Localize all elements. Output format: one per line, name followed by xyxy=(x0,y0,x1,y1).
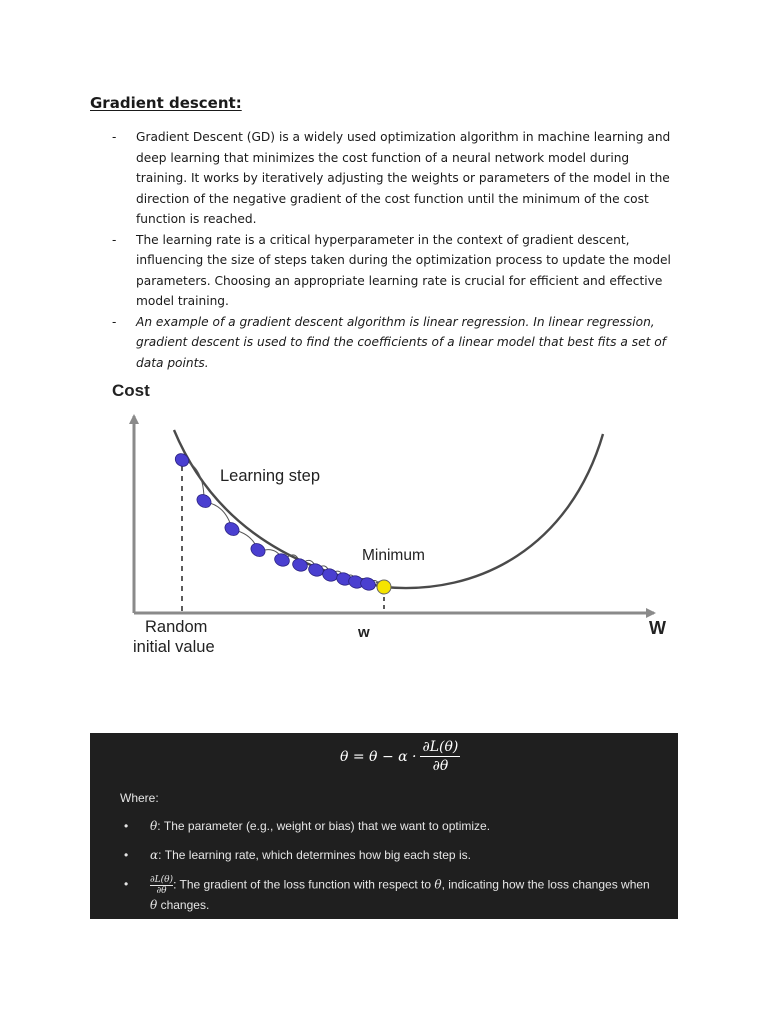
diagram-svg xyxy=(100,376,680,666)
update-formula xyxy=(340,739,460,774)
minimum-label: Minimum xyxy=(362,547,425,564)
learning-step-point xyxy=(248,541,267,559)
alpha-symbol: α xyxy=(150,848,159,862)
bullet-text xyxy=(136,127,670,230)
parameter-text: : The parameter (e.g., weight or bias) that we want to optimize. xyxy=(157,819,491,833)
parameter-desc xyxy=(150,846,471,864)
bullet-item xyxy=(112,127,672,230)
theta-symbol: θ xyxy=(150,819,158,833)
bullet-text xyxy=(136,230,671,312)
formula-lhs: θ = θ − α · xyxy=(340,748,417,765)
theta-symbol: θ xyxy=(434,877,442,892)
bullet-marker: - xyxy=(112,313,117,329)
minimum-point xyxy=(377,580,391,594)
text-line: parameters. Choosing an appropriate learning rate is crucial for efficient and effective xyxy=(136,273,663,288)
bullet-item xyxy=(112,312,672,374)
bullet-dot: • xyxy=(124,819,129,833)
text-line: function is reached. xyxy=(136,212,257,226)
cost-curve xyxy=(174,430,603,588)
text-line: deep learning that minimizes the cost function of a neural network model during xyxy=(136,150,630,165)
bullet-item xyxy=(112,230,672,312)
formula-numerator: ∂L(θ) xyxy=(422,739,459,755)
parameter-desc xyxy=(150,817,490,835)
parameter-text: , indicating how the loss changes when xyxy=(441,877,650,892)
gradient-descent-diagram xyxy=(100,376,680,666)
bullet-dot: • xyxy=(124,848,129,862)
text-line: training. It works by iteratively adjusting the weights or parameters of the model in the xyxy=(136,171,670,185)
bullet-dot: • xyxy=(124,877,129,891)
formula-panel xyxy=(90,733,678,919)
theta-symbol: θ xyxy=(150,898,158,912)
bullet-list xyxy=(112,127,672,373)
bullet-text xyxy=(136,312,666,374)
learning-step-point xyxy=(291,557,309,573)
text-line: influencing the size of steps taken during the optimization process to update the model xyxy=(136,253,671,267)
y-axis-label: Cost xyxy=(112,381,150,400)
parameter-text: : The learning rate, which determines how big each step is. xyxy=(158,848,471,862)
learning-step-point xyxy=(194,492,213,510)
x-axis-label: W xyxy=(649,618,666,638)
gradient-numerator: ∂L(θ) xyxy=(150,875,174,885)
gradient-fraction xyxy=(150,875,173,896)
text-line: model training. xyxy=(136,294,229,308)
text-line: gradient descent is used to find the coefficients of a linear model that best fits a set of xyxy=(136,335,666,349)
text-line: An example of a gradient descent algorithm is linear regression. In linear regression, xyxy=(136,314,655,329)
where-label: Where: xyxy=(120,791,159,805)
random-label-line1: Random xyxy=(145,618,208,636)
parameter-item xyxy=(120,846,680,864)
parameter-desc xyxy=(150,875,650,914)
parameter-text: changes. xyxy=(157,898,210,912)
learning-step-label: Learning step xyxy=(220,467,320,485)
text-line: Gradient Descent (GD) is a widely used optimization algorithm in machine learning and xyxy=(136,130,671,144)
minimum-w-label: w xyxy=(358,624,370,641)
formula-fraction xyxy=(420,739,460,774)
learning-step-point xyxy=(173,451,191,469)
step-arc xyxy=(184,460,204,500)
formula-denominator: ∂θ xyxy=(432,758,449,774)
section-heading: Gradient descent: xyxy=(90,94,242,112)
parameter-item xyxy=(120,817,680,835)
parameter-item xyxy=(120,875,680,914)
text-line: data points. xyxy=(136,355,209,370)
text-line: direction of the negative gradient of the cost function until the minimum of the cost xyxy=(136,191,649,206)
gradient-denominator: ∂θ xyxy=(156,886,167,896)
parameter-text: : The gradient of the loss function with respect to xyxy=(173,877,435,892)
random-label-line2: initial value xyxy=(133,638,215,656)
bullet-marker: - xyxy=(112,129,117,144)
parameter-list xyxy=(120,817,680,925)
bullet-marker: - xyxy=(112,231,117,247)
text-line: The learning rate is a critical hyperparameter in the context of gradient descent, xyxy=(136,232,630,247)
